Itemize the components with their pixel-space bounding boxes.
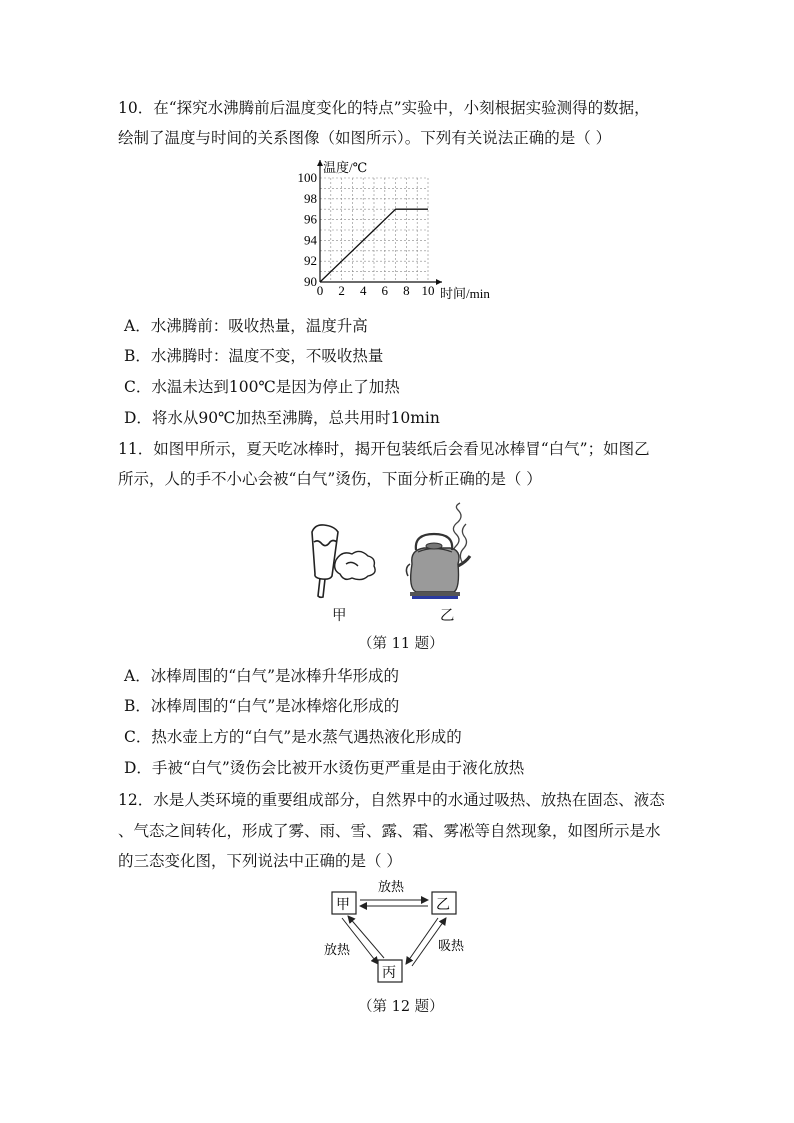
q11-option-a: A．冰棒周围的“白气”是冰棒升华形成的	[124, 667, 400, 685]
y-tick-label: 96	[304, 211, 317, 227]
kettle-icon	[406, 534, 470, 599]
q10-stem-line2: 绘制了温度与时间的关系图像（如图所示）。下列有关说法正确的是（ ）	[118, 129, 612, 147]
x-tick-label: 10	[421, 283, 435, 298]
arrow-bing-to-jia	[348, 916, 384, 958]
label-yi: 乙	[440, 608, 455, 624]
q12-stem-line3: 的三态变化图，下列说法中正确的是（ ）	[118, 852, 402, 870]
y-tick-label: 90	[304, 274, 317, 289]
y-tick-label: 92	[304, 253, 317, 269]
chart-ticks	[298, 170, 435, 298]
q11-stem-line2: 所示，人的手不小心会被“白气”烫伤，下面分析正确的是（ ）	[118, 470, 542, 488]
y-tick-label: 100	[297, 170, 317, 185]
y-tick-label: 94	[304, 232, 317, 248]
x-axis-arrow	[436, 279, 442, 285]
x-axis-label: 时间/min	[440, 286, 490, 301]
box-yi-label: 乙	[436, 898, 450, 913]
x-tick-label: 0	[316, 283, 324, 298]
q12-stem-line2: 、气态之间转化，形成了雾、雨、雪、露、霜、雾凇等自然现象，如图所示是水	[118, 822, 661, 840]
arrow-jia-to-bing	[342, 918, 378, 964]
popsicle-icon	[312, 525, 338, 597]
x-tick-label: 4	[359, 283, 367, 298]
popsicle-illustration	[302, 520, 380, 600]
x-tick-label: 8	[403, 283, 410, 298]
water-state-diagram	[320, 878, 480, 990]
q11-stem-line1: 11．如图甲所示，夏天吃冰棒时，揭开包装纸后会看见冰棒冒“白气”；如图乙	[118, 440, 650, 458]
q11-option-c: C．热水壶上方的“白气”是水蒸气遇热液化形成的	[124, 728, 462, 746]
q11-option-b: B．冰棒周围的“白气”是冰棒熔化形成的	[124, 697, 400, 715]
left-label: 放热	[324, 942, 351, 957]
kettle-illustration	[404, 500, 472, 605]
steam-cloud-icon	[335, 551, 375, 579]
top-label: 放热	[378, 879, 405, 894]
q10-option-d: D．将水从90℃加热至沸腾，总共用时10min	[124, 409, 440, 427]
arrow-yi-to-bing	[406, 918, 438, 964]
q10-option-c: C．水温未达到100℃是因为停止了加热	[124, 378, 400, 396]
temperature-time-chart	[290, 150, 510, 305]
x-tick-label: 2	[338, 283, 345, 298]
x-tick-label: 6	[381, 283, 389, 298]
box-jia-label: 甲	[336, 898, 350, 913]
q10-option-b: B．水沸腾时：温度不变，不吸收热量	[124, 347, 384, 365]
label-jia: 甲	[332, 608, 347, 624]
right-label: 吸热	[438, 938, 465, 953]
q10-stem-line1: 10．在“探究水沸腾前后温度变化的特点”实验中，小刻根据实验测得的数据，	[118, 99, 650, 117]
q11-option-d: D．手被“白气”烫伤会比被开水烫伤更严重是由于液化放热	[124, 759, 525, 777]
q12-stem-line1: 12．水是人类环境的重要组成部分，自然界中的水通过吸热、放热在固态、液态	[118, 791, 665, 809]
y-tick-label: 98	[304, 190, 317, 206]
box-bing-label: 丙	[382, 966, 396, 981]
q10-option-a: A．水沸腾前：吸收热量，温度升高	[124, 317, 368, 335]
q12-caption: （第 12 题）	[358, 999, 444, 1015]
q11-caption: （第 11 题）	[358, 636, 444, 652]
y-axis-label: 温度/℃	[323, 160, 368, 175]
